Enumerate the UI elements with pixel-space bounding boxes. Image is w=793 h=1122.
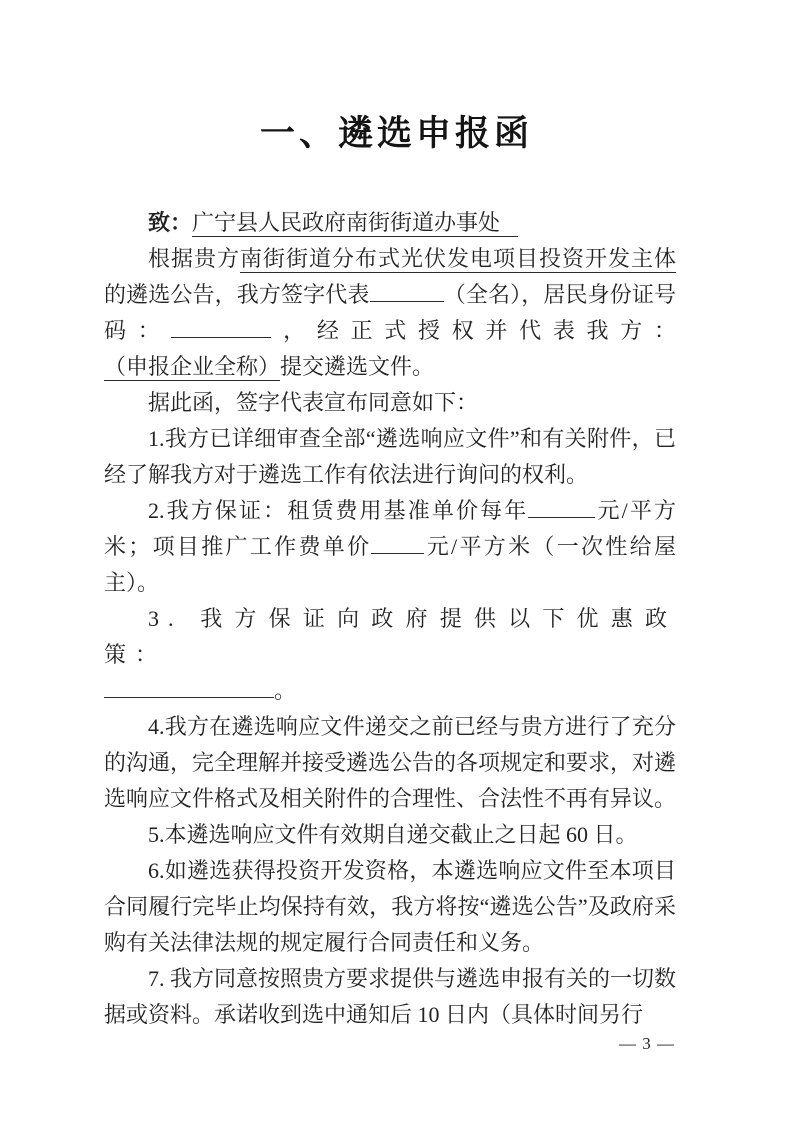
item-3-line1: 3. 我方保证向政府提供以下优惠政策： bbox=[104, 606, 676, 667]
item-5: 5.本遴选响应文件有效期自递交截止之日起 60 日。 bbox=[148, 822, 638, 847]
intro-closing: 提交遴选文件。 bbox=[280, 354, 435, 379]
rent-price-blank bbox=[528, 497, 595, 518]
item-3 bbox=[104, 601, 676, 709]
intro-after-id-blank: ，经正式授权并代表我方： bbox=[271, 318, 676, 343]
item-2-after-fee-blank: 元/平方米（一次性给屋主）。 bbox=[104, 534, 676, 595]
item-2 bbox=[104, 493, 676, 601]
item-3-after-policy-blank: 。 bbox=[274, 678, 297, 703]
promotion-fee-blank bbox=[371, 533, 424, 554]
salutation-label: 致： bbox=[148, 210, 193, 235]
intro-after-name-blank: （全名），居民身份证号码： bbox=[104, 282, 676, 343]
item-2-before-rent-blank: 2.我方保证：租赁费用基准单价每年 bbox=[148, 498, 529, 523]
item-1: 1.我方已详细审查全部“遴选响应文件”和有关附件，已经了解我方对于遴选工作有依法进行询问的权利。 bbox=[104, 426, 676, 487]
intro-after-project: 的遴选公告，我方签字代表 bbox=[104, 282, 370, 307]
signer-name-blank bbox=[370, 281, 444, 302]
intro-paragraph bbox=[104, 241, 676, 385]
item-2-between-blanks: 元/平方米；项目推广工作费单价 bbox=[104, 498, 676, 559]
addressee-underlined: 广宁县人民政府南街街道办事处 bbox=[192, 210, 518, 237]
page-title: 一、遴选申报函 bbox=[259, 113, 533, 154]
letter-body bbox=[104, 205, 676, 1033]
id-number-blank bbox=[171, 317, 271, 338]
applicant-name-underlined: （申报企业全称） bbox=[104, 354, 281, 379]
item-6: 6.如遴选获得投资开发资格，本遴选响应文件至本项目合同履行完毕止均保持有效，我方将按“遴选公告”及政府采购有关法律法规的规定履行合同责任和义务。 bbox=[104, 858, 676, 955]
page-number: — 3 — bbox=[619, 1034, 675, 1053]
project-name-underlined: 南街街道分布式光伏发电项目投资开发主体 bbox=[240, 246, 676, 271]
salutation-line bbox=[104, 205, 676, 241]
item-7: 7. 我方同意按照贵方要求提供与遴选申报有关的一切数据或资料。承诺收到选中通知后 10 日内（具体时间另行 bbox=[104, 966, 677, 1027]
item-4: 4.我方在遴选响应文件递交之前已经与贵方进行了充分的沟通，完全理解并接受遴选公告的各项规定和要求，对遴选响应文件格式及相关附件的合理性、合法性不再有异议。 bbox=[104, 714, 677, 811]
policy-blank bbox=[104, 677, 274, 698]
declaration-lead: 据此函，签字代表宣布同意如下： bbox=[148, 390, 479, 415]
intro-lead: 根据贵方 bbox=[148, 246, 240, 271]
